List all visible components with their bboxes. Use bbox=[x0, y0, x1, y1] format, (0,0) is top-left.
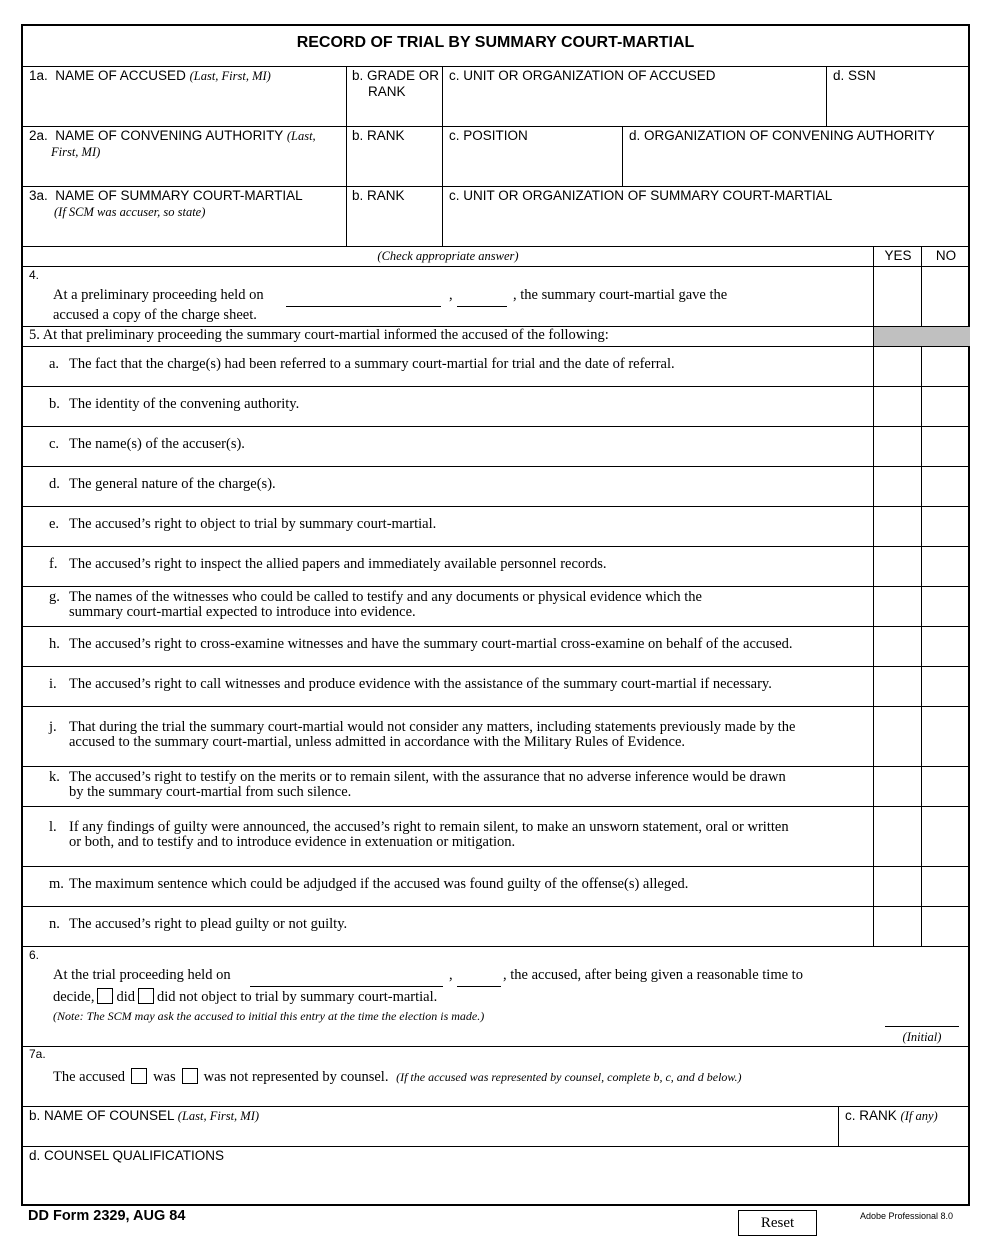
item5-no-box[interactable] bbox=[922, 507, 970, 546]
item5-yes-box[interactable] bbox=[874, 667, 921, 706]
divider bbox=[23, 866, 968, 867]
item4-year-field[interactable] bbox=[457, 292, 507, 307]
item5-letter: e. bbox=[49, 516, 60, 532]
divider bbox=[23, 546, 968, 547]
item5-yes-box[interactable] bbox=[874, 467, 921, 506]
item5-yes-box[interactable] bbox=[874, 767, 921, 806]
item5-text: The accused’s right to call witnesses and produce evidence with the assistance of the summary court-martial if necessary. bbox=[69, 676, 772, 692]
item5-letter: f. bbox=[49, 556, 58, 572]
was-checkbox[interactable] bbox=[131, 1068, 147, 1084]
item6-number: 6. bbox=[29, 948, 40, 962]
item5-header: 5. At that preliminary proceeding the summary court-martial informed the accused of the following: bbox=[29, 327, 609, 343]
no-header: NO bbox=[935, 248, 957, 263]
ca-rank-label: b. RANK bbox=[352, 128, 405, 143]
divider bbox=[23, 346, 968, 347]
item5-letter: j. bbox=[49, 719, 57, 735]
item6-note: (Note: The SCM may ask the accused to initial this entry at the time the election is made.) bbox=[53, 1009, 485, 1023]
item4-text-1: At a preliminary proceeding held on bbox=[53, 287, 264, 303]
item5-yes-box[interactable] bbox=[874, 507, 921, 546]
item5-letter: i. bbox=[49, 676, 57, 692]
item5-no-box[interactable] bbox=[922, 427, 970, 466]
item5-text-continued: by the summary court-martial from such silence. bbox=[69, 784, 352, 800]
divider bbox=[23, 186, 968, 187]
item6-text-1: At the trial proceeding held on bbox=[53, 967, 231, 983]
item5-letter: a. bbox=[49, 356, 60, 372]
counsel-name-label: b. NAME OF COUNSEL (Last, First, MI) bbox=[29, 1108, 260, 1123]
item5-letter: c. bbox=[49, 436, 60, 452]
convening-authority-label: 2a. NAME OF CONVENING AUTHORITY (Last, First, MI) bbox=[29, 128, 316, 159]
divider bbox=[23, 1146, 968, 1147]
item5-text: The accused’s right to cross-examine witnesses and have the summary court-martial cross-examine on behalf of the accused. bbox=[69, 636, 793, 652]
item4-no-box[interactable] bbox=[922, 267, 970, 326]
item4-text-3: accused a copy of the charge sheet. bbox=[53, 307, 257, 323]
convening-authority-field[interactable] bbox=[29, 160, 343, 186]
item5-text: The maximum sentence which could be adjudged if the accused was found guilty of the offense(s) alleged. bbox=[69, 876, 689, 892]
divider bbox=[23, 586, 968, 587]
counsel-qualifications-label: d. COUNSEL QUALIFICATIONS bbox=[29, 1148, 225, 1163]
item5-shaded-cell bbox=[874, 327, 970, 346]
item5-text: That during the trial the summary court-martial would not consider any matters, including statements previously made by the bbox=[69, 719, 796, 735]
check-instruction: (Check appropriate answer) bbox=[377, 249, 519, 263]
accused-unit-label: c. UNIT OR ORGANIZATION OF ACCUSED bbox=[449, 68, 716, 83]
initial-label: (Initial) bbox=[902, 1030, 942, 1044]
accused-unit-field[interactable] bbox=[449, 88, 828, 124]
divider bbox=[23, 1106, 968, 1107]
divider bbox=[23, 126, 968, 127]
item6-year-field[interactable] bbox=[457, 972, 501, 987]
scm-name-label: 3a. NAME OF SUMMARY COURT-MARTIAL (If SCM was accuser, so state) bbox=[29, 188, 303, 219]
item5-no-box[interactable] bbox=[922, 707, 970, 766]
item5-yes-box[interactable] bbox=[874, 707, 921, 766]
item5-yes-box[interactable] bbox=[874, 387, 921, 426]
item5-text: The general nature of the charge(s). bbox=[69, 476, 276, 492]
item4-yes-box[interactable] bbox=[874, 267, 921, 326]
item5-text-continued: summary court-martial expected to introduce into evidence. bbox=[69, 604, 416, 620]
scm-rank-label: b. RANK bbox=[352, 188, 405, 203]
divider bbox=[23, 386, 968, 387]
item5-no-box[interactable] bbox=[922, 807, 970, 866]
scm-rank-field[interactable] bbox=[351, 208, 443, 244]
item5-letter: m. bbox=[49, 876, 64, 892]
item6-comma: , bbox=[449, 967, 453, 983]
counsel-rank-label: c. RANK (If any) bbox=[845, 1108, 938, 1123]
divider bbox=[23, 906, 968, 907]
item5-text: The identity of the convening authority. bbox=[69, 396, 300, 412]
item6-date-field[interactable] bbox=[250, 972, 443, 987]
ssn-label: d. SSN bbox=[833, 68, 876, 83]
item5-text-continued: or both, and to testify and to introduce evidence in extenuation or mitigation. bbox=[69, 834, 516, 850]
scm-name-field[interactable] bbox=[29, 222, 343, 246]
divider bbox=[23, 266, 968, 267]
ssn-field[interactable] bbox=[833, 88, 967, 124]
item5-text: The accused’s right to plead guilty or not guilty. bbox=[69, 916, 348, 932]
item6-text-2: , the accused, after being given a reasonable time to bbox=[503, 967, 803, 983]
divider bbox=[23, 946, 968, 947]
divider bbox=[23, 466, 968, 467]
ca-organization-field[interactable] bbox=[629, 148, 968, 184]
item5-yes-box[interactable] bbox=[874, 427, 921, 466]
item5-yes-box[interactable] bbox=[874, 867, 921, 906]
item5-yes-box[interactable] bbox=[874, 347, 921, 386]
divider bbox=[23, 626, 968, 627]
grade-rank-field[interactable] bbox=[351, 102, 443, 126]
producer-label: Adobe Professional 8.0 bbox=[860, 1211, 954, 1221]
divider bbox=[23, 666, 968, 667]
item5-no-box[interactable] bbox=[922, 867, 970, 906]
counsel-rank-field[interactable] bbox=[845, 1126, 969, 1146]
did-not-checkbox[interactable] bbox=[138, 988, 154, 1004]
item5-letter: b. bbox=[49, 396, 60, 412]
item7-line: The accused was was not represented by counsel. (If the accused was represented by counsel, complete b, c, and d below.) bbox=[53, 1069, 742, 1085]
item5-text: The names of the witnesses who could be called to testify and any documents or physical evidence which the bbox=[69, 589, 702, 605]
divider bbox=[838, 1106, 839, 1146]
item5-letter: d. bbox=[49, 476, 60, 492]
item5-no-box[interactable] bbox=[922, 387, 970, 426]
item5-no-box[interactable] bbox=[922, 467, 970, 506]
counsel-name-field[interactable] bbox=[29, 1126, 833, 1146]
item4-date-field[interactable] bbox=[286, 292, 441, 307]
item6-line-2: decide, did did not object to trial by summary court-martial. bbox=[53, 989, 438, 1005]
item5-no-box[interactable] bbox=[922, 627, 970, 666]
divider bbox=[23, 426, 968, 427]
did-checkbox[interactable] bbox=[97, 988, 113, 1004]
accused-name-field[interactable] bbox=[29, 88, 343, 124]
item5-text: The accused’s right to testify on the merits or to remain silent, with the assurance that no adverse inference would be drawn bbox=[69, 769, 786, 785]
position-label: c. POSITION bbox=[449, 128, 528, 143]
item5-yes-box[interactable] bbox=[874, 627, 921, 666]
item5-yes-box[interactable] bbox=[874, 907, 921, 946]
divider bbox=[23, 706, 968, 707]
item5-yes-box[interactable] bbox=[874, 587, 921, 626]
item5-text-continued: accused to the summary court-martial, unless admitted in accordance with the Military Rules of Evidence. bbox=[69, 734, 686, 750]
item5-no-box[interactable] bbox=[922, 767, 970, 806]
grade-rank-label: b. GRADE OR RANK bbox=[352, 68, 440, 99]
divider bbox=[346, 66, 347, 246]
form-identifier: DD Form 2329, AUG 84 bbox=[28, 1208, 186, 1224]
divider bbox=[23, 1046, 968, 1047]
ca-organization-label: d. ORGANIZATION OF CONVENING AUTHORITY bbox=[629, 128, 935, 143]
divider bbox=[23, 766, 968, 767]
item7-number: 7a. bbox=[29, 1047, 46, 1061]
form-title: RECORD OF TRIAL BY SUMMARY COURT-MARTIAL bbox=[296, 34, 695, 51]
divider bbox=[23, 246, 968, 247]
form-frame bbox=[21, 24, 970, 1206]
item5-text: The name(s) of the accuser(s). bbox=[69, 436, 245, 452]
item5-yes-box[interactable] bbox=[874, 547, 921, 586]
item5-text: The accused’s right to inspect the allied papers and immediately available personnel records. bbox=[69, 556, 607, 572]
item5-letter: l. bbox=[49, 819, 57, 835]
item5-letter: g. bbox=[49, 589, 60, 605]
item5-letter: k. bbox=[49, 769, 60, 785]
item5-letter: n. bbox=[49, 916, 60, 932]
item5-no-box[interactable] bbox=[922, 347, 970, 386]
divider bbox=[23, 506, 968, 507]
item5-text: The fact that the charge(s) had been referred to a summary court-martial for trial and the date of referral. bbox=[69, 356, 675, 372]
reset-button[interactable]: Reset bbox=[738, 1210, 817, 1236]
item5-text: The accused’s right to object to trial by summary court-martial. bbox=[69, 516, 437, 532]
item4-comma: , bbox=[449, 287, 453, 303]
item5-no-box[interactable] bbox=[922, 667, 970, 706]
item5-letter: h. bbox=[49, 636, 60, 652]
item4-number: 4. bbox=[29, 268, 40, 282]
divider bbox=[23, 806, 968, 807]
was-not-checkbox[interactable] bbox=[182, 1068, 198, 1084]
initial-field[interactable] bbox=[885, 1012, 959, 1027]
item4-text-2: , the summary court-martial gave the bbox=[513, 287, 728, 303]
divider bbox=[826, 66, 827, 126]
divider bbox=[622, 126, 623, 186]
scm-unit-field[interactable] bbox=[449, 208, 968, 244]
item5-text: If any findings of guilty were announced, the accused’s right to remain silent, to make an unsworn statement, oral or written bbox=[69, 819, 789, 835]
item5-no-box[interactable] bbox=[922, 907, 970, 946]
yes-header: YES bbox=[884, 248, 912, 263]
accused-name-label: 1a. NAME OF ACCUSED (Last, First, MI) bbox=[29, 68, 271, 83]
item5-no-box[interactable] bbox=[922, 587, 970, 626]
scm-unit-label: c. UNIT OR ORGANIZATION OF SUMMARY COURT-MARTIAL bbox=[449, 188, 833, 203]
item5-yes-box[interactable] bbox=[874, 807, 921, 866]
position-field[interactable] bbox=[449, 148, 623, 184]
item5-no-box[interactable] bbox=[922, 547, 970, 586]
ca-rank-field[interactable] bbox=[351, 148, 443, 184]
counsel-qualifications-field[interactable] bbox=[29, 1166, 968, 1204]
